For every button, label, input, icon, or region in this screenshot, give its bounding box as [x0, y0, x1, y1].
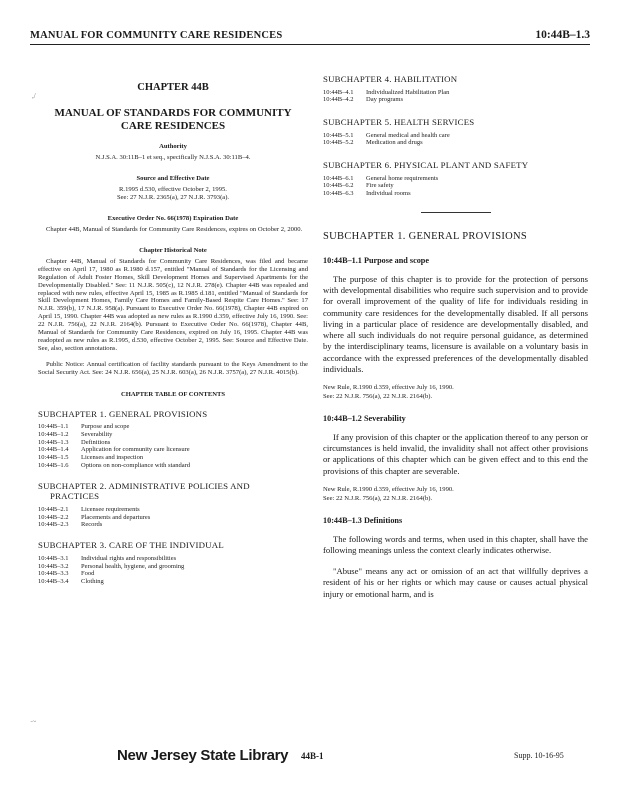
margin-mark: ,/ — [32, 92, 36, 100]
toc-subchapter-6-title: SUBCHAPTER 6. PHYSICAL PLANT AND SAFETY — [323, 160, 529, 171]
library-watermark: New Jersey State Library — [117, 747, 289, 764]
left-column — [38, 70, 308, 586]
toc-item: 10:44B–3.4 Clothing — [38, 578, 104, 586]
toc-item: 10:44B–2.2 Placements and departures — [38, 513, 151, 521]
toc-subchapter-3-title: SUBCHAPTER 3. CARE OF THE INDIVIDUAL — [38, 540, 224, 551]
historical-note-heading: Chapter Historical Note — [139, 246, 207, 254]
header-title: MANUAL FOR COMMUNITY CARE RESIDENCES — [30, 30, 283, 41]
executive-order-text: Chapter 44B, Manual of Standards for Community Care Residences, expires on October 2, 2000. — [46, 226, 303, 233]
toc-item: 10:44B–3.2 Personal health, hygiene, and grooming — [38, 562, 185, 570]
source-line-1: R.1995 d.530, effective October 2, 1995. — [119, 186, 227, 193]
authority-text: N.J.S.A. 30:11B–1 et seq., specifically N.J.S.A. 30:11B–4. — [95, 154, 251, 161]
source-line-2: See: 27 N.J.R. 2365(a), 27 N.J.R. 3793(a). — [116, 194, 230, 201]
public-notice-text: Public Notice: Annual certification of facility standards pursuant to the Keys Amendment to the Social Security Act. See: 24 N.J.R. 656(a), 25 N.J.R. 603(a), 26 N.J.R. 3757(a), 27 N.J.R. 4015(b). — [38, 360, 308, 376]
section-1-3-text: The following words and terms, when used in this chapter, shall have the following meanings unless the context clearly indicates otherwise. — [323, 533, 588, 555]
toc-item: 10:44B–6.3 Individual rooms — [323, 190, 411, 198]
chapter-title: MANUAL OF STANDARDS FOR COMMUNITY CARE RESIDENCES — [54, 107, 292, 132]
toc-item: 10:44B–1.3 Definitions — [38, 438, 111, 446]
section-1-1-history-line-2: See: 22 N.J.R. 756(a), 22 N.J.R. 2164(b). — [323, 392, 433, 400]
toc-item: 10:44B–2.1 Licensee requirements — [38, 505, 140, 513]
toc-subchapter-5-list — [323, 132, 588, 148]
header-section-number: 10:44B–1.3 — [535, 29, 590, 41]
section-1-1-text: The purpose of this chapter is to provide for the protection of persons with developmental disabilities who require such supervision and to provide for overall improvement of the quality of life for individuals residing in community care residences for the developmentally disabled. If all persons living in a particular place of residence are developmentally disabled, and where all such individuals do not require personal guidance, as determined by the interdisciplinary teams, licensure is available on a voluntary basis in accordance with the expressed preferences of the developmentally disabled individuals. — [323, 274, 588, 374]
right-column — [323, 74, 588, 608]
toc-subchapter-1-list — [38, 423, 308, 470]
margin-mark: ·~ — [30, 718, 37, 726]
toc-item: 10:44B–2.3 Records — [38, 521, 103, 529]
section-1-1-heading: 10:44B–1.1 Purpose and scope — [323, 256, 429, 266]
toc-subchapter-1-title: SUBCHAPTER 1. GENERAL PROVISIONS — [38, 408, 208, 419]
definition-abuse: "Abuse" means any act or omission of an act that willfully deprives a resident of his or her rights or which may cause or causes actual physical injury or emotional harm, and is — [323, 566, 588, 599]
page-number: 44B-1 — [301, 751, 324, 761]
section-1-1-history-line-1: New Rule, R.1990 d.359, effective July 16, 1990. — [323, 383, 454, 391]
toc-item: 10:44B–1.4 Application for community care licensure — [38, 446, 190, 454]
toc-item: 10:44B–3.3 Food — [38, 570, 95, 578]
source-heading: Source and Effective Date — [136, 175, 210, 182]
toc-item: 10:44B–4.2 Day programs — [323, 96, 404, 104]
chapter-number: CHAPTER 44B — [137, 82, 209, 93]
section-1-2-history-line-2: See: 22 N.J.R. 756(a), 22 N.J.R. 2164(b). — [323, 494, 433, 502]
section-1-2-text: If any provision of this chapter or the application thereof to any person or circumstances is held invalid, the invalidity shall not affect other provisions or applications of this chapter which can be given effect and to this end the provisions of this chapter are severable. — [323, 431, 588, 476]
toc-subchapter-4-title: SUBCHAPTER 4. HABILITATION — [323, 74, 458, 84]
toc-item: 10:44B–5.2 Medication and drugs — [323, 139, 423, 147]
section-1-3-heading: 10:44B–1.3 Definitions — [323, 515, 403, 525]
toc-item: 10:44B–6.2 Fire safety — [323, 182, 394, 190]
supplement-date: Supp. 10-16-95 — [514, 751, 564, 760]
toc-subchapter-6-list — [323, 175, 588, 198]
toc-subchapter-2-title-cont: PRACTICES — [50, 491, 100, 502]
toc-subchapter-4-list — [323, 89, 588, 105]
historical-note-text: Chapter 44B, Manual of Standards for Community Care Residences, was filed and became effective on April 17, 1980 as R.1980 d.157, entitled "Manual of Standards for the Licensing and Regulation of Adult Foster Homes, Skill Development Homes and Supervised Apartments for the Developmentally Disabled." See: 11 N.J.R. 505(c), 12 N.J.R. 278(e). Chapter 44B was repealed and replaced with new rules, effective April 15, 1985 as R.1985 d.181, entitled "Manual of Standards for Skill Development Homes, Family Care Homes and Family-Based Respite Care Homes." See: 17 N.J.R. 359(b), 17 N.J.R. 958(a). Pursuant to Executive Order No. 66(1978), Chapter 44B expired on April 15, 1990. Chapter 44B was adopted as new rules as R.1990 d.359, effective July 16, 1990. See: 22 N.J.R. 756(a), 22 N.J.R. 2164(b). Pursuant to Executive Order No. 66(1978), Chapter 44B, Manual of Standards for Community Care Residences, expired on July 16, 1995. Chapter 44B was readopted as new rules as R.1995, d.530, effective October 2, 1995. See: Source and Effective Date. See, also, section annotations. — [38, 257, 308, 352]
toc-subchapter-2-title: SUBCHAPTER 2. ADMINISTRATIVE POLICIES AND — [38, 480, 250, 491]
toc-subchapter-3-list — [38, 555, 308, 586]
toc-subchapter-2-list — [38, 506, 308, 529]
section-1-2-history-line-1: New Rule, R.1990 d.359, effective July 16, 1990. — [323, 485, 454, 493]
toc-item: 10:44B–4.1 Individualized Habilitation Plan — [323, 88, 450, 96]
toc-subchapter-5-title: SUBCHAPTER 5. HEALTH SERVICES — [323, 117, 475, 128]
toc-item: 10:44B–3.1 Individual rights and responsibilities — [38, 554, 177, 562]
running-header — [30, 28, 590, 45]
section-divider — [421, 212, 491, 213]
toc-item: 10:44B–1.1 Purpose and scope — [38, 423, 130, 431]
subchapter-1-heading: SUBCHAPTER 1. GENERAL PROVISIONS — [323, 231, 528, 243]
executive-order-heading: Executive Order No. 66(1978) Expiration Date — [107, 215, 239, 222]
toc-item: 10:44B–1.2 Severability — [38, 430, 113, 438]
toc-item: 10:44B–1.6 Options on non-compliance with standard — [38, 462, 191, 470]
toc-item: 10:44B–1.5 Licenses and inspection — [38, 454, 144, 462]
toc-item: 10:44B–6.1 General home requirements — [323, 174, 439, 182]
toc-item: 10:44B–5.1 General medical and health care — [323, 131, 450, 139]
authority-heading: Authority — [159, 143, 187, 150]
section-1-2-heading: 10:44B–1.2 Severability — [323, 413, 406, 423]
table-of-contents-heading: CHAPTER TABLE OF CONTENTS — [120, 390, 226, 398]
